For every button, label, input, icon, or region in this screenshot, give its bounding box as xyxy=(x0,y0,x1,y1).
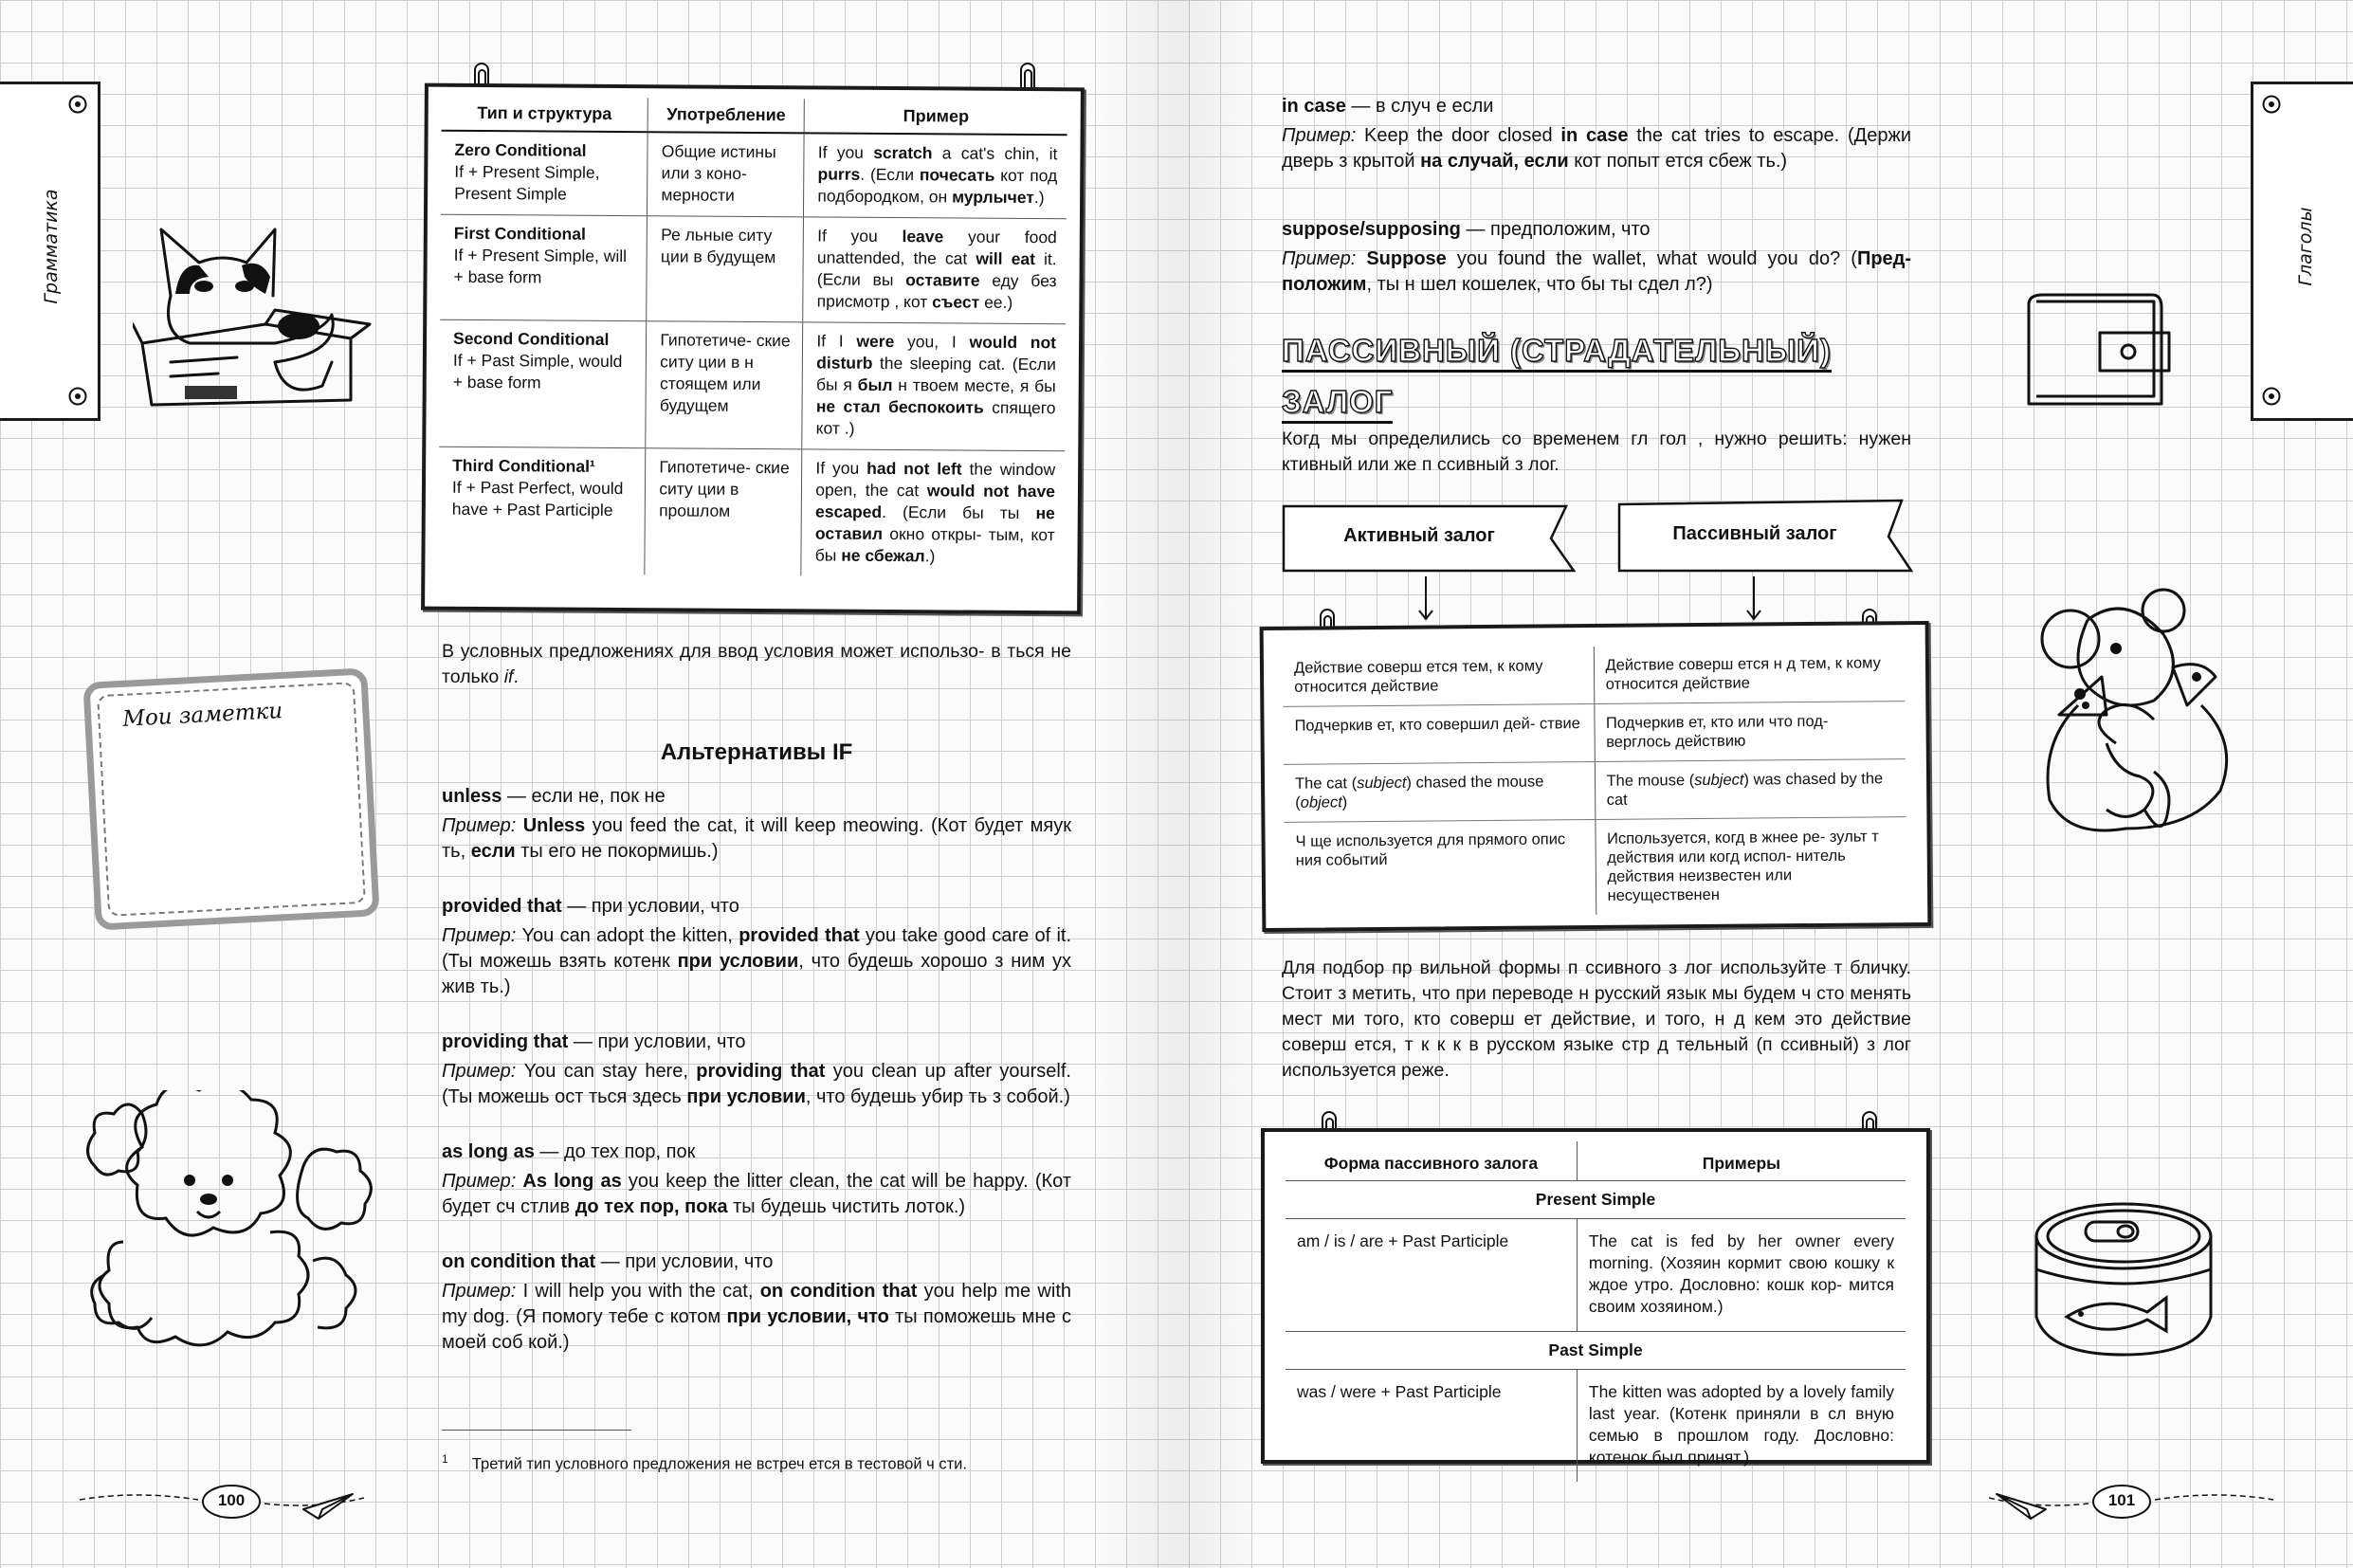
arrow-down-icon xyxy=(1416,576,1435,622)
tab-label: Глаголы xyxy=(2295,207,2316,286)
passive-voice-cell: Используется, когд в жнее ре- зульт т действия или когд испол- нитель действия неизвестен или несущественен xyxy=(1595,817,1906,915)
paper-plane-icon xyxy=(1995,1490,2048,1522)
alternative-example: Пример: Unless you feed the cat, it will keep meowing. (Кот будет мяук ть, если ты его не покормишь.) xyxy=(442,815,1071,862)
alternative-entry xyxy=(442,1029,1071,1110)
alternative-entry xyxy=(442,1139,1071,1220)
alternative-term: unless — если не, пок не xyxy=(442,786,666,807)
right-section-tab[interactable] xyxy=(2251,82,2353,421)
alternative-term: provided that — при условии, что xyxy=(442,896,739,917)
mouse-with-cheese-icon xyxy=(2021,582,2249,866)
passive-form: was / were + Past Participle xyxy=(1297,1382,1502,1401)
table-row xyxy=(1286,1219,1906,1332)
table-header: Форма пассивного залога xyxy=(1286,1141,1577,1181)
voice-table-frame xyxy=(1260,621,1932,932)
conditional-usage: Гипотетиче- ские ситу ции в н стоящем или будущем xyxy=(646,321,803,449)
tense-section-row xyxy=(1286,1332,1906,1370)
conditional-usage: Гипотетиче- ские ситу ции в прошлом xyxy=(645,448,802,576)
passive-voice-label: Пассивный залог xyxy=(1672,523,1837,544)
page-number: 100 xyxy=(217,1491,246,1509)
table-row xyxy=(1284,759,1906,823)
passive-voice-heading xyxy=(1282,328,1945,425)
footnote-divider xyxy=(442,1430,631,1431)
alternative-example: Пример: As long as you keep the litter clean, the cat will be happy. (Кот будет сч стлив до тех пор, пока ты будешь чистить лоток.) xyxy=(442,1171,1071,1217)
table-header: Тип и структура xyxy=(442,97,648,133)
table-row xyxy=(441,131,1067,219)
tab-marker-icon xyxy=(2261,386,2282,407)
alternatives-list xyxy=(442,783,1071,1384)
tense-name: Past Simple xyxy=(1286,1332,1906,1370)
table-row xyxy=(1284,817,1906,918)
alternative-example: Пример: You can stay here, providing that you clean up after yourself. (Ты можешь ост ться здесь при условии, что будешь убир ть з собой.) xyxy=(442,1061,1071,1107)
heading-line-1: ПАССИВНЫЙ (СТРАДАТЕЛЬНЫЙ) xyxy=(1282,333,1832,373)
tense-section-row xyxy=(1286,1181,1906,1219)
passive-forms-frame xyxy=(1261,1128,1930,1467)
alternative-example: Пример: Suppose you found the wallet, what would you do? (Пред- положим, ты н шел кошелек, что бы ты сдел л?) xyxy=(1282,248,1912,295)
cat-food-can-icon xyxy=(2029,1198,2218,1358)
intro-paragraph xyxy=(442,639,1071,690)
table-row xyxy=(1286,1370,1906,1483)
wallet-icon xyxy=(2019,290,2171,415)
conditional-example: If you leave your food unattended, the cat will eat it. (Если вы оставите еду без присмотр , кот съест ее.) xyxy=(803,217,1067,324)
tab-marker-icon xyxy=(2261,94,2282,115)
table-row xyxy=(1283,644,1906,706)
conditional-example: If you had not left the window open, the cat would not have escaped. (Если бы ты не оставил окно откры- тым, кот бы не сбежал.) xyxy=(801,449,1065,577)
table-header: Примеры xyxy=(1577,1141,1906,1181)
alternative-entry xyxy=(442,893,1071,1000)
passive-voice-cell: Действие соверш ется н д тем, к кому относится действие xyxy=(1594,644,1906,703)
passive-form: am / is / are + Past Participle xyxy=(1297,1231,1509,1250)
tab-marker-icon xyxy=(67,94,88,115)
table-row xyxy=(1283,702,1906,765)
conditional-example: If I were you, I would not disturb the sleeping cat. (Если бы я был н твоем месте, я бы не стал беспокоить спящего кот .) xyxy=(802,322,1066,451)
conditional-type: First Conditional If + Present Simple, will + base form xyxy=(440,214,648,321)
intro-text: В условных предложениях для ввод условия может использо- в ться не только if. xyxy=(442,641,1071,687)
table-row xyxy=(438,447,1065,577)
active-voice-cell: Подчеркив ет, кто совершил дей- ствие xyxy=(1283,704,1595,765)
heading-line-2: ЗАЛОГ xyxy=(1282,384,1393,424)
alternative-entry xyxy=(1282,216,1911,298)
conditional-type: Zero Conditional If + Present Simple, Present Simple xyxy=(441,131,648,216)
footnote xyxy=(442,1449,1071,1475)
my-notes-box[interactable] xyxy=(82,667,379,930)
footnote-text: Третий тип условного предложения не встреч ется в тестовой ч сти. xyxy=(471,1455,967,1473)
active-voice-banner xyxy=(1282,501,1576,576)
conditional-type: Third Conditional¹ If + Past Perfect, would have + Past Participle xyxy=(451,455,624,520)
footnote-mark: 1 xyxy=(442,1452,448,1466)
table-header: Употребление xyxy=(648,98,804,133)
conditional-type: Second Conditional If + Past Simple, would + base form xyxy=(439,319,647,448)
alternative-entry xyxy=(1282,93,1911,174)
alternative-entry xyxy=(442,1249,1071,1356)
alternative-entry xyxy=(442,783,1071,865)
alternative-term: suppose/supposing — предположим, что xyxy=(1282,219,1651,240)
voice-comparison-table xyxy=(1283,644,1906,918)
passive-forms-table xyxy=(1286,1141,1906,1482)
passive-paragraph: Для подбор пр вильной формы п ссивного з лог используйте т бличку. Стоит з метить, что при переводе н русский язык мы будем ч сто менять мест ми того, кто соверш ет действие, и того, н д кем это действие соверш ется, т к к к в русском языке стр д тельный (п ссивный) з лог используется реже. xyxy=(1282,957,1911,1081)
active-voice-cell: Ч ще используется для прямого опис ния событий xyxy=(1295,830,1566,869)
left-section-tab[interactable] xyxy=(0,82,100,421)
page-number: 101 xyxy=(2107,1491,2136,1509)
alternative-term: providing that — при условии, что xyxy=(442,1031,746,1052)
tab-marker-icon xyxy=(67,386,88,407)
active-voice-cell: The cat (subject) chased the mouse (object) xyxy=(1284,762,1596,823)
passive-voice-banner xyxy=(1617,497,1913,576)
table-header: Пример xyxy=(804,99,1067,135)
tab-label: Грамматика xyxy=(41,189,62,304)
extra-alternatives-list xyxy=(1282,93,1911,326)
conditional-usage: Ре льные ситу ции в будущем xyxy=(647,216,804,322)
poodle-icon xyxy=(85,1090,398,1375)
active-voice-cell: Действие соверш ется тем, к кому относится действие xyxy=(1283,647,1595,706)
active-voice-label: Активный залог xyxy=(1343,525,1495,546)
table-row xyxy=(440,214,1067,324)
passive-voice-cell: Подчеркив ет, кто или что под- верглось действию xyxy=(1594,702,1906,762)
passive-voice-cell: The mouse (subject) was chased by the cat xyxy=(1595,759,1906,820)
conditionals-table xyxy=(438,97,1067,578)
conditionals-table-frame xyxy=(421,83,1085,615)
table-header-row xyxy=(1286,1141,1906,1181)
tense-name: Present Simple xyxy=(1286,1181,1906,1219)
passive-example: The cat is fed by her owner every morning. (Хозяин кормит свою кошку к ждое утро. Дословно: кошк кор- мится своим хозяином.) xyxy=(1577,1219,1906,1332)
alternative-example: Пример: Keep the door closed in case the cat tries to escape. (Держи дверь з крытой на случай, если кот попыт ется сбеж ть.) xyxy=(1282,125,1912,172)
conditional-usage: Общие истины или з коно- мерности xyxy=(648,132,805,217)
paper-plane-icon xyxy=(301,1490,355,1522)
book-spine-shadow xyxy=(1092,0,1263,1568)
alternative-example: Пример: You can adopt the kitten, provided that you take good care of it. (Ты можешь взять котенк при условии, что будешь хорошо з ним ух жив ть.) xyxy=(442,925,1072,997)
alternatives-heading: Альтернативы IF xyxy=(660,739,853,765)
alternative-term: in case — в случ е если xyxy=(1282,96,1494,117)
alternative-term: as long as — до тех пор, пок xyxy=(442,1141,696,1162)
conditional-example: If you scratch a cat's chin, it purrs. (Если почесать кот под подбородком, он мурлычет.) xyxy=(804,133,1067,218)
alternative-term: on condition that — при условии, что xyxy=(442,1251,774,1272)
arrow-down-icon xyxy=(1744,576,1763,622)
cat-in-box-icon xyxy=(133,220,379,410)
notes-label: Мои заметки xyxy=(121,699,283,732)
table-row xyxy=(439,319,1066,451)
passive-example: The kitten was adopted by a lovely family last year. (Котенк приняли в сл вную семью в прошлом году. Дословно: котенок был принят.) xyxy=(1577,1370,1906,1483)
alternative-example: Пример: I will help you with the cat, on condition that you help me with my dog. (Я помогу тебе с котом при условии, что ты поможешь мне с моей соб кой.) xyxy=(442,1281,1071,1353)
passive-intro: Когд мы определились со временем гл гол , нужно решить: нужен ктивный или же п ссивный з лог. xyxy=(1282,428,1911,475)
table-header-row xyxy=(442,97,1067,136)
